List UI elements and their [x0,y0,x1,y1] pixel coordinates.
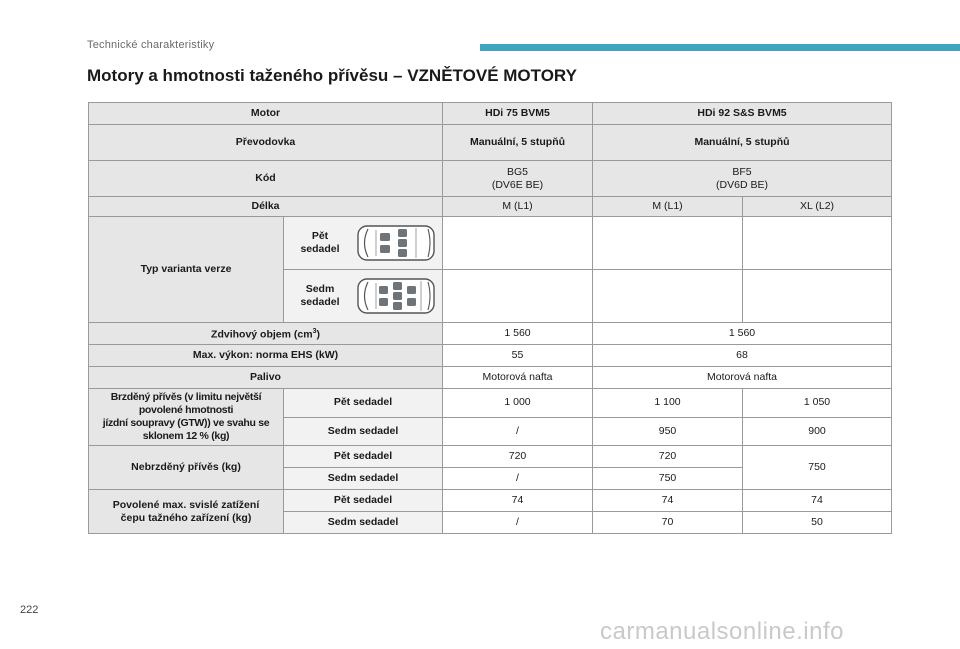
braked-five-v3: 1 050 [743,389,892,418]
van-seven-seats-icon [356,276,436,316]
variant-seven-cell [284,270,443,323]
section-label: Technické charakteristiky [87,39,215,51]
row-power [89,345,892,367]
motor-col2: HDi 92 S&S BVM5 [593,103,892,125]
variant-five-v1 [443,217,593,270]
displacement-col2: 1 560 [593,323,892,345]
unbraked-seven-v1: / [443,468,593,490]
gearbox-label: Převodovka [89,125,443,161]
variant-five-line2: sedadel [300,243,340,255]
variant-five-label [290,230,350,256]
variant-five-line1: Pět [311,230,329,242]
unbraked-label: Nebrzděný přívěs (kg) [89,446,284,490]
nose-label-line1: Povolené max. svislé zatížení [112,498,260,511]
nose-label [89,490,284,534]
nose-label-line2: čepu tažného zařízení (kg) [120,511,252,524]
fuel-col2: Motorová nafta [593,367,892,389]
nose-five-v2: 74 [593,490,743,512]
page-number: 222 [20,604,39,616]
engine-spec-table [88,102,892,534]
nose-seven-v3: 50 [743,512,892,534]
row-variant-five [89,217,892,270]
nose-seven-label: Sedm sedadel [284,512,443,534]
variant-five-v2 [593,217,743,270]
displacement-label [89,323,443,345]
length-label: Délka [89,197,443,217]
gearbox-col2: Manuální, 5 stupňů [593,125,892,161]
displacement-label-sup: 3 [312,328,317,336]
unbraked-five-v1: 720 [443,446,593,468]
row-code [89,161,892,197]
variant-seven-v1 [443,270,593,323]
displacement-label-text: Zdvihový objem (cm [211,328,313,341]
braked-five-label: Pět sedadel [284,389,443,418]
code-label: Kód [89,161,443,197]
variant-seven-line2: sedadel [300,296,340,308]
braked-five-v2: 1 100 [593,389,743,418]
code-col1-line2: (DV6E BE) [491,178,544,191]
row-nose-five [89,490,892,512]
braked-seven-label: Sedm sedadel [284,417,443,446]
motor-label: Motor [89,103,443,125]
van-five-seats-icon [356,223,436,263]
row-unbraked-five [89,446,892,468]
row-gearbox [89,125,892,161]
nose-five-label: Pět sedadel [284,490,443,512]
braked-label-line1: Brzděný přívěs (v limitu největší povolené hmotnosti [110,391,262,416]
watermark: carmanualsonline.info [600,618,844,645]
power-col1: 55 [443,345,593,367]
variant-seven-v3 [743,270,892,323]
nose-seven-v1: / [443,512,593,534]
unbraked-seven-v2: 750 [593,468,743,490]
code-col1 [443,161,593,197]
displacement-col1: 1 560 [443,323,593,345]
length-v1: M (L1) [443,197,593,217]
variant-label: Typ varianta verze [89,217,284,323]
variant-five-v3 [743,217,892,270]
variant-five-cell [284,217,443,270]
row-braked-five [89,389,892,418]
variant-seven-line1: Sedm [305,283,335,295]
row-motor [89,103,892,125]
code-col2-line1: BF5 [732,165,752,178]
nose-five-v3: 74 [743,490,892,512]
motor-col1: HDi 75 BVM5 [443,103,593,125]
unbraked-five-label: Pět sedadel [284,446,443,468]
variant-seven-label [290,283,350,309]
braked-five-v1: 1 000 [443,389,593,418]
braked-label-line2: jízdní soupravy (GTW)) ve svahu se sklonem 12 % (kg) [102,417,270,442]
page-title: Motory a hmotnosti taženého přívěsu – VZNĚTOVÉ MOTORY [87,66,577,85]
code-col1-line1: BG5 [507,165,529,178]
nose-seven-v2: 70 [593,512,743,534]
braked-seven-v1: / [443,417,593,446]
length-v2: M (L1) [593,197,743,217]
row-length [89,197,892,217]
power-label: Max. výkon: norma EHS (kW) [89,345,443,367]
power-col2: 68 [593,345,892,367]
gearbox-col1: Manuální, 5 stupňů [443,125,593,161]
braked-label [89,389,284,446]
nose-five-v1: 74 [443,490,593,512]
unbraked-five-v2: 720 [593,446,743,468]
length-v3: XL (L2) [743,197,892,217]
braked-seven-v2: 950 [593,417,743,446]
unbraked-seven-label: Sedm sedadel [284,468,443,490]
fuel-label: Palivo [89,367,443,389]
displacement-label-end: ) [316,328,320,341]
variant-seven-v2 [593,270,743,323]
code-col2 [593,161,892,197]
row-displacement [89,323,892,345]
unbraked-v3: 750 [743,446,892,490]
code-col2-line2: (DV6D BE) [716,178,768,191]
braked-seven-v3: 900 [743,417,892,446]
row-fuel [89,367,892,389]
fuel-col1: Motorová nafta [443,367,593,389]
section-accent-bar [480,44,960,51]
